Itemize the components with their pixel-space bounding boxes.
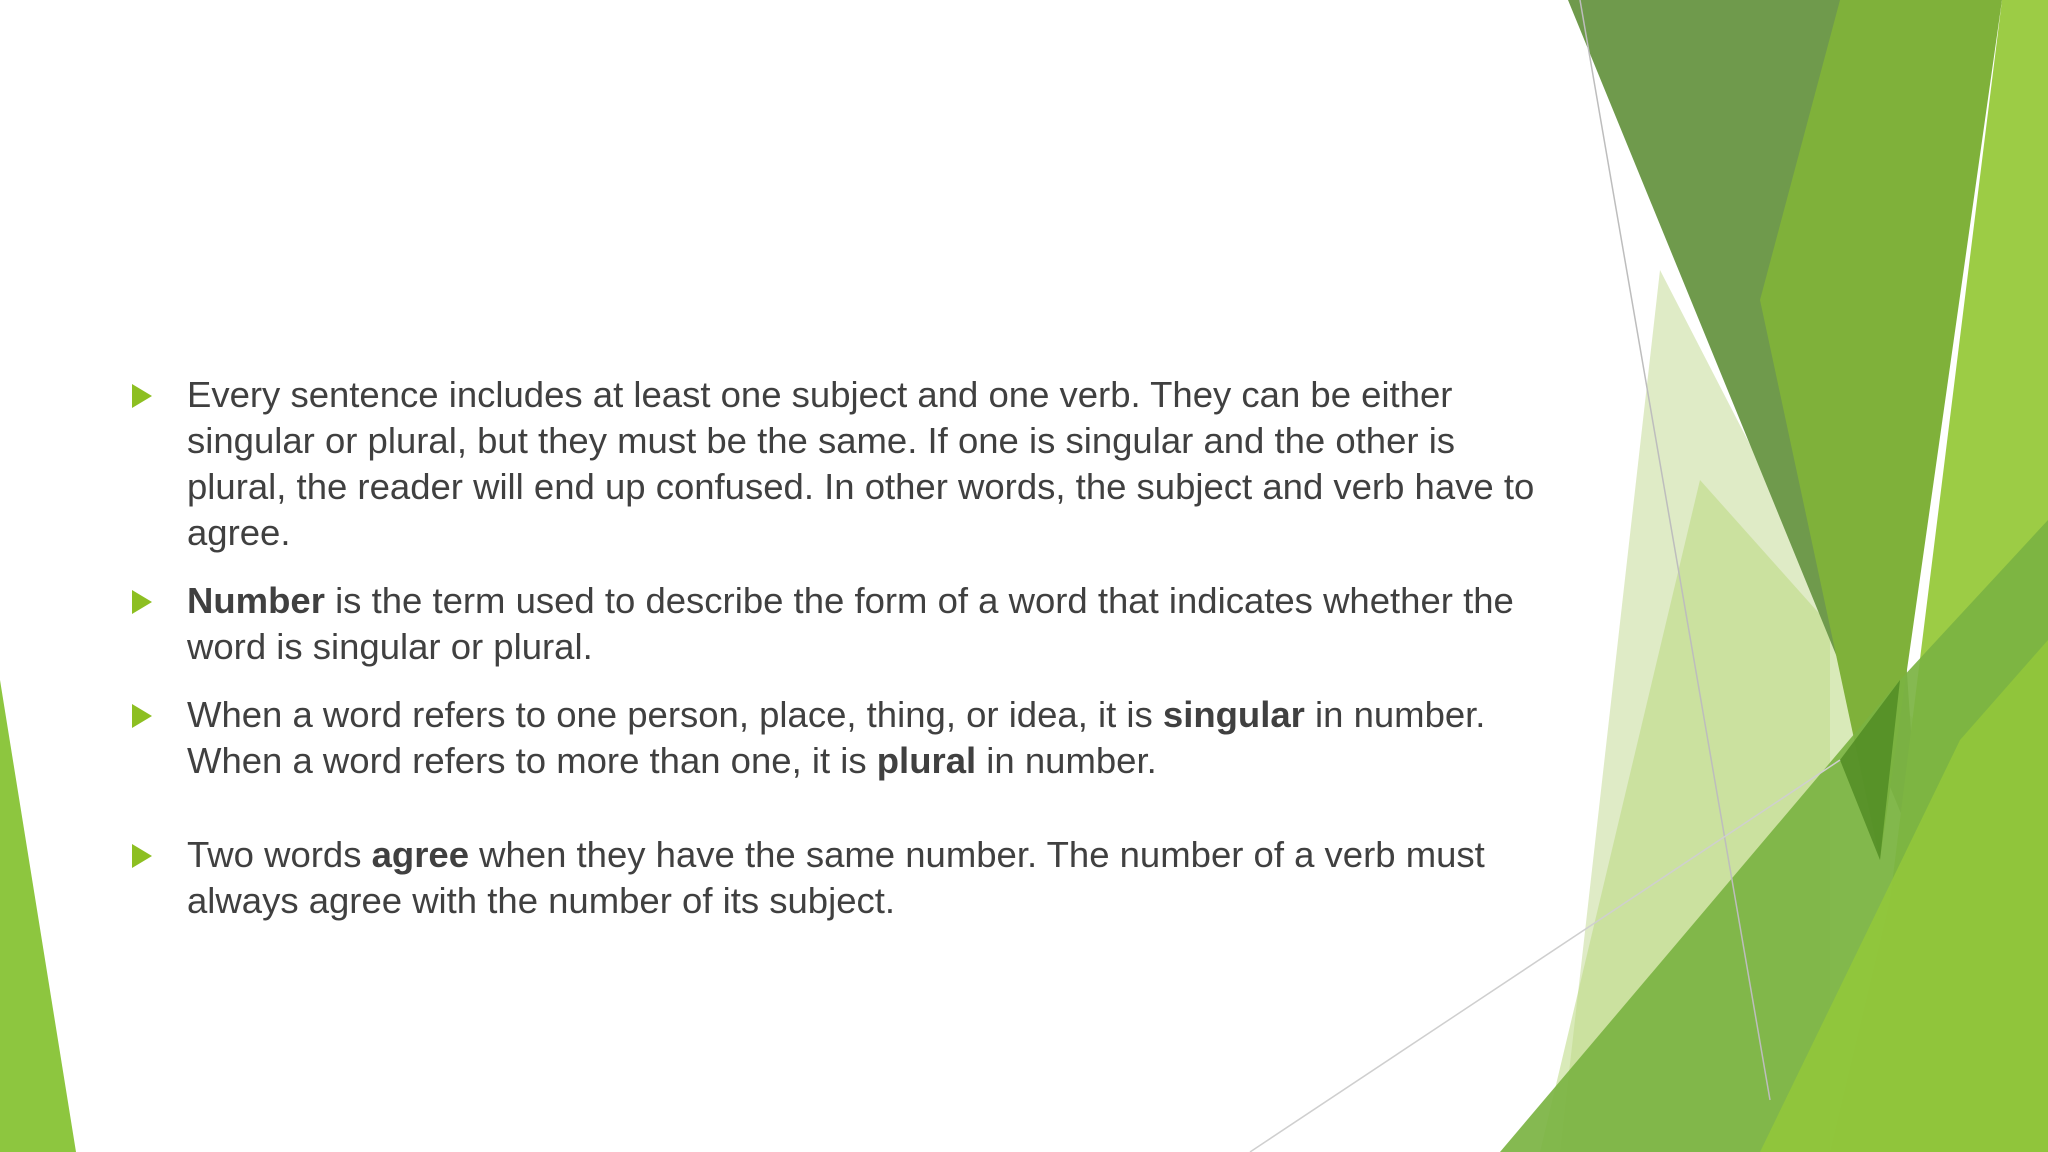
bullet-text: When a word refers to one person, place, thing, or idea, it is bbox=[187, 694, 1163, 735]
left-green-sliver bbox=[0, 680, 76, 1152]
bullet-text: in number. bbox=[976, 740, 1157, 781]
bullet-text: Every sentence includes at least one subject and one verb. They can be either singular or plural, but they must be the same. If one is singular and the other is plural, the reader will end up confused. In other words, the subject and verb have to agree. bbox=[187, 374, 1535, 553]
bullet-text: is the term used to describe the form of a word that indicates whether the word is singular or plural. bbox=[187, 580, 1514, 667]
bold-term: Number bbox=[187, 580, 325, 621]
bullet-item bbox=[130, 692, 1550, 784]
bullet-text: in number. When a word refers to more than one, it is bbox=[187, 694, 1486, 781]
bullet-text: Two words bbox=[187, 834, 372, 875]
bullet-arrow-icon bbox=[132, 384, 152, 408]
bold-term: plural bbox=[876, 740, 977, 781]
bullet-item bbox=[130, 372, 1550, 556]
bold-term: agree bbox=[371, 834, 469, 875]
bullet-item bbox=[130, 578, 1550, 670]
slide-body bbox=[130, 372, 1550, 924]
bullet-arrow-icon bbox=[132, 844, 152, 868]
bullet-item bbox=[130, 832, 1550, 924]
bullet-arrow-icon bbox=[132, 590, 152, 614]
bold-term: singular bbox=[1162, 694, 1305, 735]
bullet-arrow-icon bbox=[132, 704, 152, 728]
bullet-text: when they have the same number. The number of a verb must always agree with the number of its subject. bbox=[187, 834, 1485, 921]
